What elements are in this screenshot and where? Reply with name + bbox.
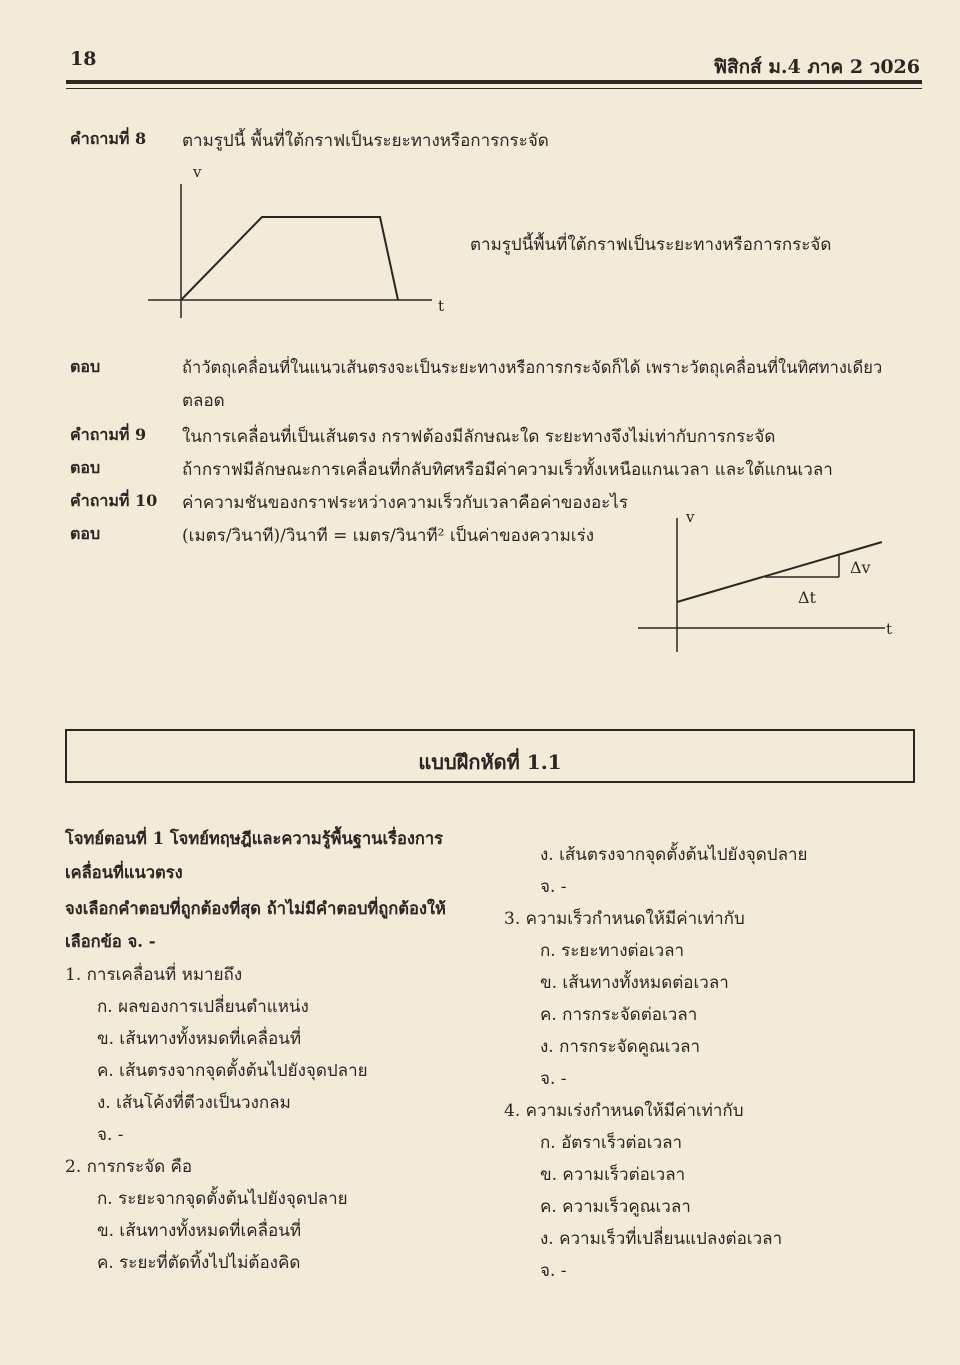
q10-slope-graph — [630, 500, 900, 660]
left-item: จ. - — [97, 1125, 124, 1145]
left-item: ค. ระยะที่ตัดทิ้งไปไม่ต้องคิด — [97, 1253, 301, 1273]
left-item: 2. การกระจัด คือ — [65, 1157, 193, 1177]
book-title: ฟิสิกส์ ม.4 ภาค 2 ว026 — [713, 56, 920, 78]
right-item: ก. อัตราเร็วต่อเวลา — [540, 1133, 683, 1153]
q10-label: คำถามที่ 10 — [70, 491, 158, 510]
left-item: ข. เส้นทางทั้งหมดที่เคลื่อนที่ — [97, 1221, 302, 1241]
right-item: ก. ระยะทางต่อเวลา — [540, 941, 685, 961]
q10-axis-v-label: v — [686, 508, 695, 526]
q8-axis-v-label: v — [193, 163, 202, 181]
right-item: ง. ความเร็วที่เปลี่ยนแปลงต่อเวลา — [540, 1229, 783, 1249]
q8-label: คำถามที่ 8 — [70, 129, 147, 148]
right-item: จ. - — [540, 877, 567, 897]
instruction-line1: จงเลือกคำตอบที่ถูกต้องที่สุด ถ้าไม่มีคำตอบที่ถูกต้องให้ — [65, 899, 446, 918]
right-item: 4. ความเร่งกำหนดให้มีค่าเท่ากับ — [504, 1101, 744, 1121]
part-heading-line2: เคลื่อนที่แนวตรง — [65, 863, 183, 882]
q10-question: ค่าความชันของกราฟระหว่างความเร็วกับเวลาคือค่าของอะไร — [182, 493, 628, 513]
q10-answer: (เมตร/วินาที)/วินาที = เมตร/วินาที² เป็นค่าของความเร่ง — [182, 526, 595, 546]
header-rule-thick — [66, 80, 922, 84]
q8-answer-line1: ถ้าวัตถุเคลื่อนที่ในแนวเส้นตรงจะเป็นระยะทางหรือการกระจัดก็ได้ เพราะวัตถุเคลื่อนที่ในทิศทางเดียว — [182, 358, 883, 377]
right-item: จ. - — [540, 1069, 567, 1089]
q8-side-text: ตามรูปนี้พื้นที่ใต้กราฟเป็นระยะทางหรือการกระจัด — [470, 235, 832, 255]
right-item: ข. เส้นทางทั้งหมดต่อเวลา — [540, 973, 729, 993]
right-item: จ. - — [540, 1261, 567, 1281]
q9-question: ในการเคลื่อนที่เป็นเส้นตรง กราฟต้องมีลักษณะใด ระยะทางจึงไม่เท่ากับการกระจัด — [182, 427, 776, 447]
q8-answer-line2: ตลอด — [182, 391, 225, 411]
right-item: ข. ความเร็วต่อเวลา — [540, 1165, 686, 1185]
exercise-title-box — [65, 729, 915, 783]
header-rule-thin — [66, 88, 922, 89]
q8-question: ตามรูปนี้ พื้นที่ใต้กราฟเป็นระยะทางหรือการกระจัด — [182, 131, 549, 151]
q10-delta-v-label: Δv — [850, 558, 871, 577]
left-item: ก. ผลของการเปลี่ยนตำแหน่ง — [97, 997, 309, 1017]
q8-axis-t-label: t — [438, 297, 445, 315]
instruction-line2: เลือกข้อ จ. - — [65, 932, 156, 951]
exercise-title: แบบฝึกหัดที่ 1.1 — [418, 750, 562, 774]
left-item: ข. เส้นทางทั้งหมดที่เคลื่อนที่ — [97, 1029, 302, 1049]
q9-label: คำถามที่ 9 — [70, 425, 147, 444]
left-item: ก. ระยะจากจุดตั้งต้นไปยังจุดปลาย — [97, 1189, 348, 1209]
right-item: ง. เส้นตรงจากจุดตั้งต้นไปยังจุดปลาย — [540, 845, 808, 865]
page-number: 18 — [70, 48, 97, 70]
part-heading-line1: โจทย์ตอนที่ 1 โจทย์ทฤษฎีและความรู้พื้นฐานเรื่องการ — [65, 829, 444, 848]
left-item: ง. เส้นโค้งที่ตีวงเป็นวงกลม — [97, 1093, 291, 1113]
q9-answer-label: ตอบ — [70, 458, 101, 477]
right-item: ง. การกระจัดคูณเวลา — [540, 1037, 701, 1057]
q10-delta-t-label: Δt — [798, 588, 816, 607]
right-item: 3. ความเร็วกำหนดให้มีค่าเท่ากับ — [504, 909, 745, 929]
q8-velocity-graph — [140, 160, 460, 330]
q8-answer-label: ตอบ — [70, 357, 101, 376]
q10-answer-label: ตอบ — [70, 524, 101, 543]
q10-axis-t-label: t — [886, 620, 893, 638]
left-item: 1. การเคลื่อนที่ หมายถึง — [65, 965, 243, 985]
q9-answer: ถ้ากราฟมีลักษณะการเคลื่อนที่กลับทิศหรือมีค่าความเร็วทั้งเหนือแกนเวลา และใต้แกนเวลา — [182, 460, 833, 480]
left-item: ค. เส้นตรงจากจุดตั้งต้นไปยังจุดปลาย — [97, 1061, 368, 1081]
right-item: ค. การกระจัดต่อเวลา — [540, 1005, 698, 1025]
right-item: ค. ความเร็วคูณเวลา — [540, 1197, 691, 1217]
